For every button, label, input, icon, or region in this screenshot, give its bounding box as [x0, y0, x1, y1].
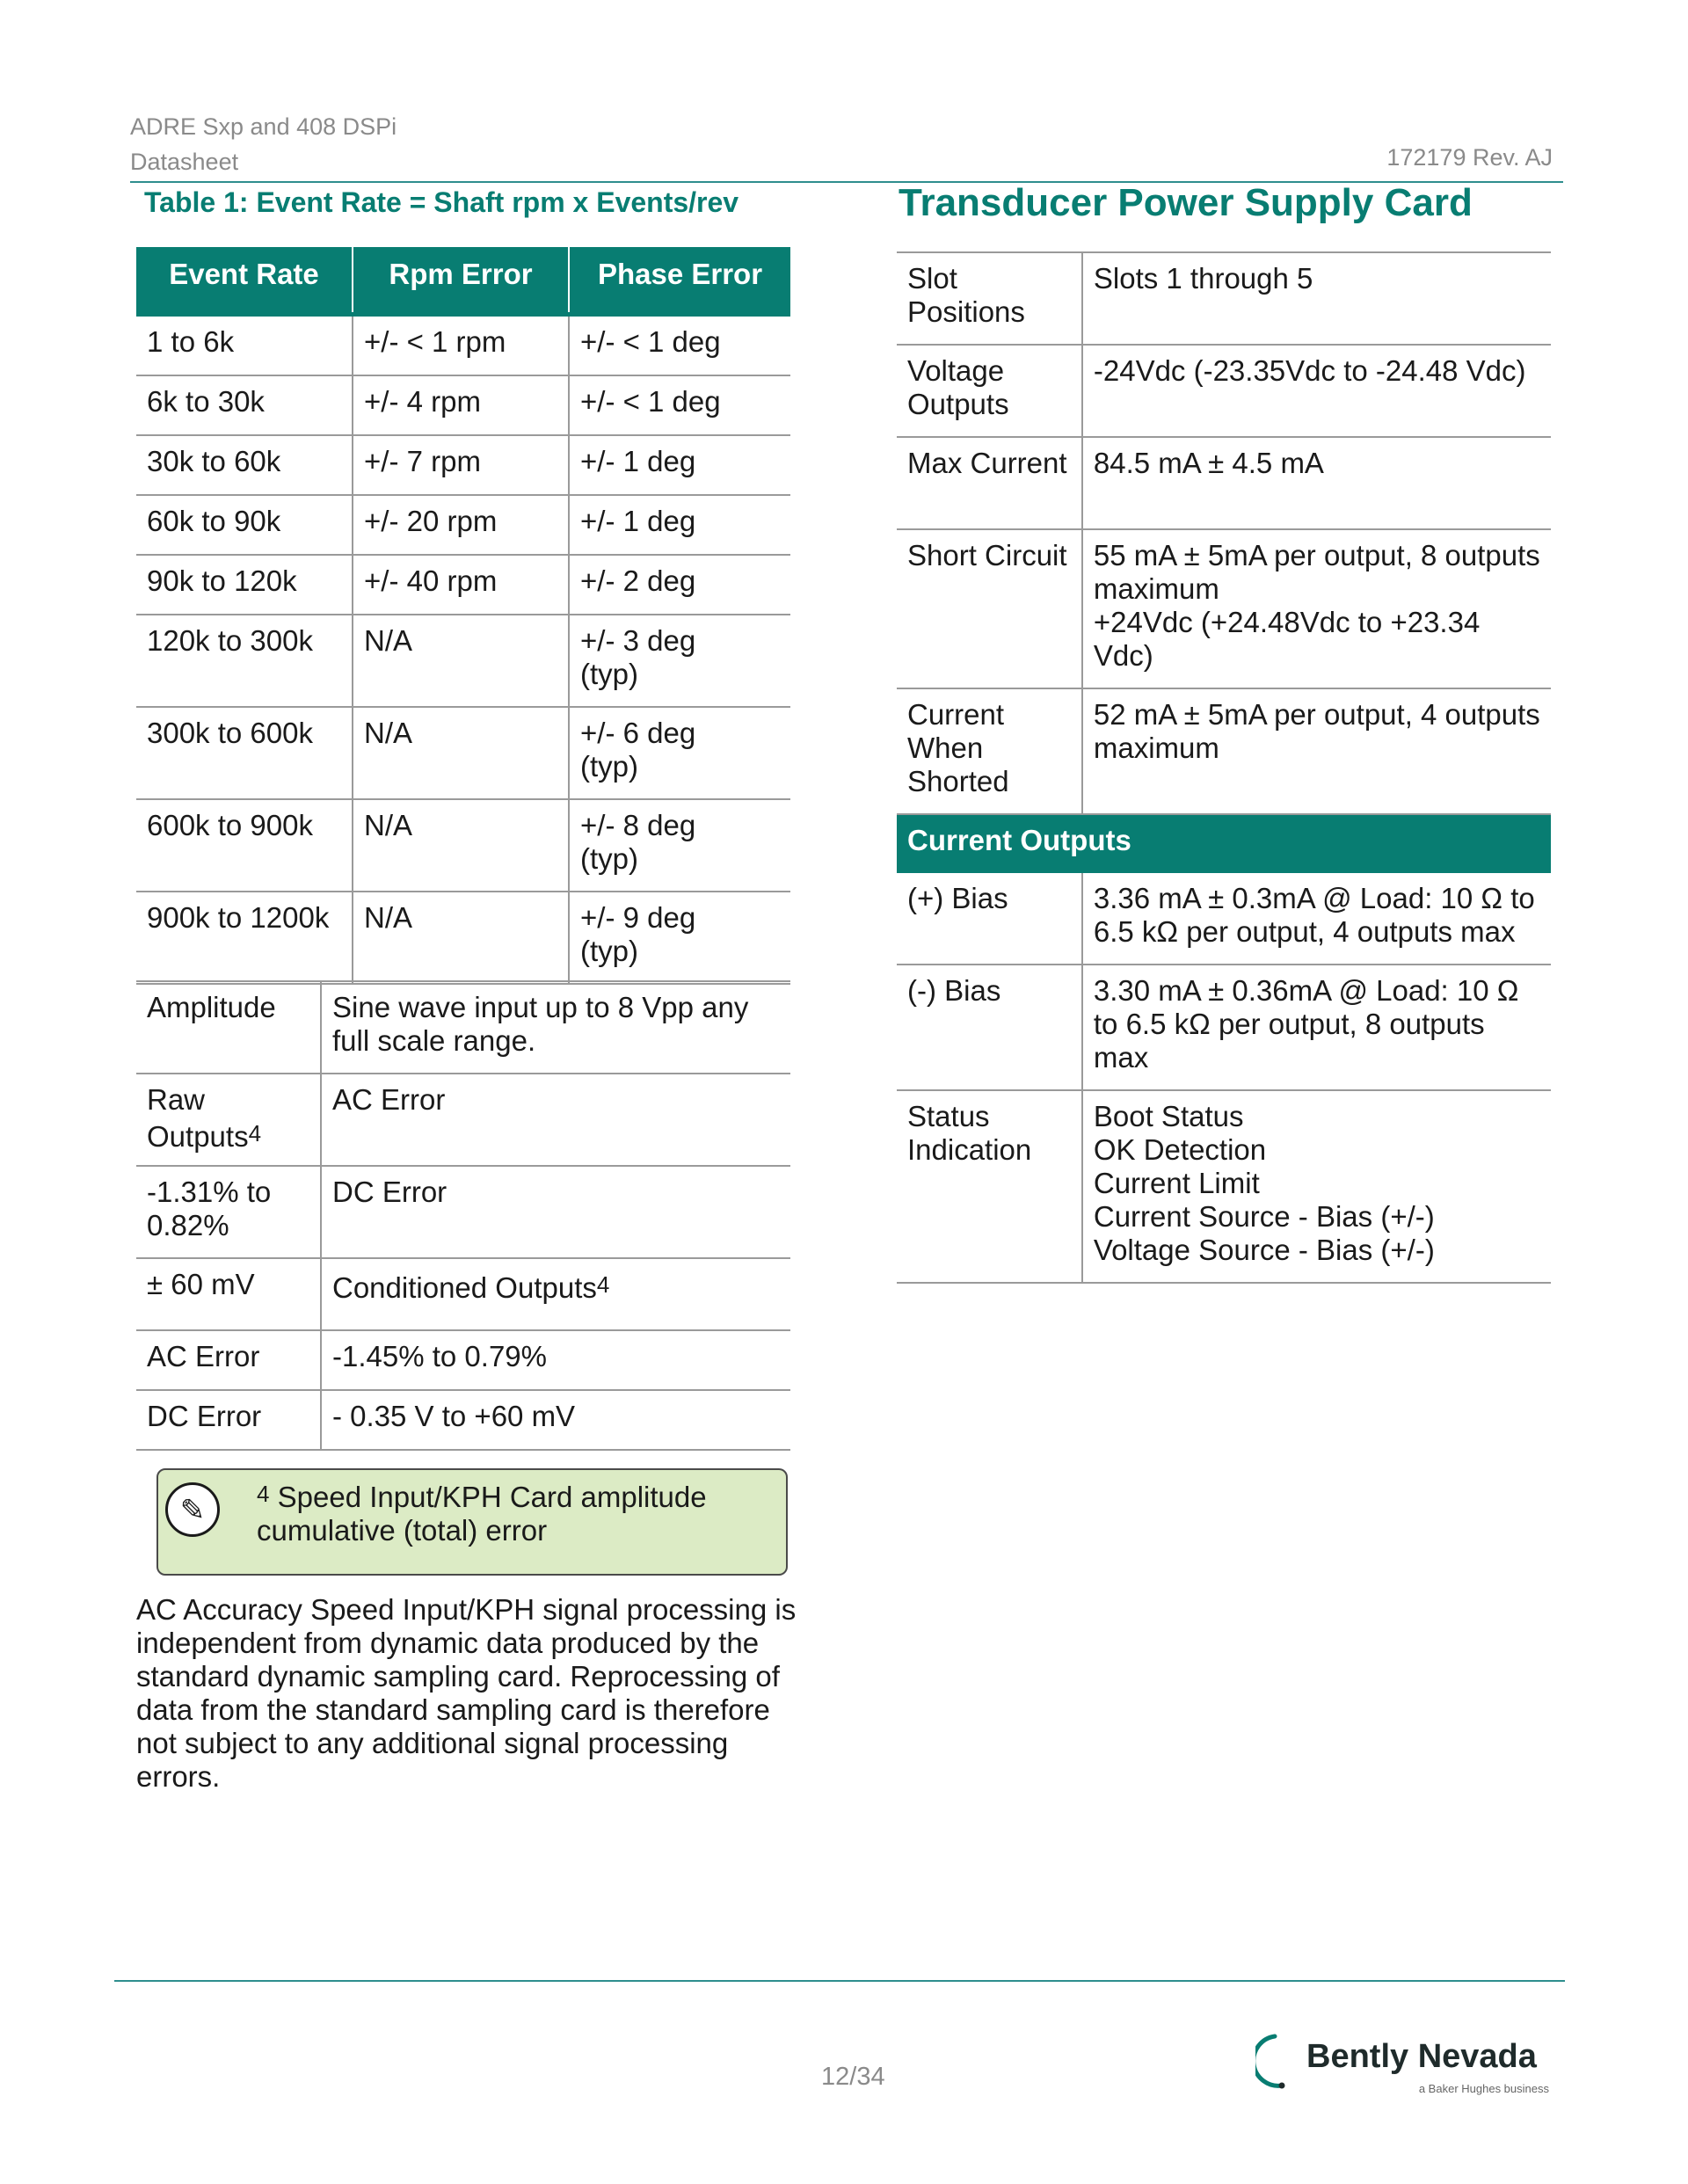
table-cell: DC Error — [136, 1390, 321, 1450]
table-cell: 52 mA ± 5mA per output, 4 outputs maximum — [1082, 688, 1551, 814]
table-cell: (-) Bias — [897, 965, 1082, 1090]
table-row — [136, 1258, 790, 1330]
table-cell: 3.36 mA ± 0.3mA @ Load: 10 Ω to 6.5 kΩ per output, 4 outputs max — [1082, 873, 1551, 965]
table-header-row — [136, 247, 790, 315]
header-doc-title — [130, 109, 397, 179]
table-cell: Short Circuit — [897, 529, 1082, 688]
table-cell: 84.5 mA ± 4.5 mA — [1082, 437, 1551, 529]
table-row — [897, 529, 1551, 688]
column-header: Rpm Error — [353, 247, 569, 315]
table-cell: N/A — [353, 799, 569, 892]
table-cell: ± 60 mV — [136, 1258, 321, 1330]
table-cell: N/A — [353, 707, 569, 799]
table-row — [136, 375, 790, 435]
table-row — [136, 981, 790, 1074]
table1-caption: Table 1: Event Rate = Shaft rpm x Events/rev — [144, 186, 739, 218]
table-cell: +/- 9 deg (typ) — [569, 892, 790, 984]
table-cell: Slot Positions — [897, 252, 1082, 345]
table-row — [136, 1166, 790, 1258]
table-row — [136, 315, 790, 376]
table-cell: 900k to 1200k — [136, 892, 353, 984]
section-title: Transducer Power Supply Card — [899, 181, 1473, 224]
table-row — [136, 799, 790, 892]
amplitude-table — [136, 980, 790, 1451]
table-row — [897, 437, 1551, 529]
table-cell: Boot Status OK Detection Current Limit Current Source - Bias (+/-) Voltage Source - Bias (+/-) — [1082, 1090, 1551, 1283]
header-doctype: Datasheet — [130, 149, 239, 175]
table-cell: 55 mA ± 5mA per output, 8 outputs maximum +24Vdc (+24.48Vdc to +23.34 Vdc) — [1082, 529, 1551, 688]
table-cell: +/- 8 deg (typ) — [569, 799, 790, 892]
table-row — [136, 892, 790, 984]
table-cell: AC Error — [136, 1330, 321, 1390]
header-product: ADRE Sxp and 408 DSPi — [130, 113, 397, 140]
page-number: 12/34 — [821, 2063, 885, 2091]
body-paragraph: AC Accuracy Speed Input/KPH signal processing is independent from dynamic data produced by the standard dynamic sampling card. Reprocessing of data from the standard sampling card is therefore not subject to any additional signal processing errors. — [136, 1593, 797, 1793]
table-cell: Current When Shorted — [897, 688, 1082, 814]
table-cell: 1 to 6k — [136, 315, 353, 376]
table-cell: - 0.35 V to +60 mV — [321, 1390, 790, 1450]
table-cell: +/- 4 rpm — [353, 375, 569, 435]
column-header: Phase Error — [569, 247, 790, 315]
table-row — [897, 965, 1551, 1090]
table-cell: 90k to 120k — [136, 555, 353, 615]
table-cell: Slots 1 through 5 — [1082, 252, 1551, 345]
table-cell: -1.45% to 0.79% — [321, 1330, 790, 1390]
table-cell: 6k to 30k — [136, 375, 353, 435]
table-cell: N/A — [353, 892, 569, 984]
table-cell: +/- 6 deg (typ) — [569, 707, 790, 799]
table-cell: +/- 3 deg (typ) — [569, 615, 790, 707]
table-row — [897, 688, 1551, 814]
table-cell: -1.31% to 0.82% — [136, 1166, 321, 1258]
footnote-ref: 4 — [248, 1120, 262, 1147]
table-row — [897, 252, 1551, 345]
table-cell: N/A — [353, 615, 569, 707]
table-row — [136, 1330, 790, 1390]
table-cell: 3.30 mA ± 0.36mA @ Load: 10 Ω to 6.5 kΩ per output, 8 outputs max — [1082, 965, 1551, 1090]
table-cell: 600k to 900k — [136, 799, 353, 892]
table-row — [136, 1074, 790, 1166]
table-row — [136, 615, 790, 707]
table-cell: Amplitude — [136, 981, 321, 1074]
table-cell: 300k to 600k — [136, 707, 353, 799]
subheader-cell: Current Outputs — [897, 814, 1551, 873]
logo-mark-icon — [1255, 2031, 1298, 2091]
power-supply-table — [897, 251, 1551, 1284]
table-row — [136, 495, 790, 555]
cell-text: Conditioned Outputs — [332, 1271, 597, 1304]
table-cell: Max Current — [897, 437, 1082, 529]
table-cell — [321, 1258, 790, 1330]
table-subheader — [897, 814, 1551, 873]
table-row — [136, 435, 790, 495]
table-row — [136, 707, 790, 799]
table-cell — [136, 1074, 321, 1166]
header-doc-number: 172179 Rev. AJ — [1386, 144, 1553, 171]
note-callout — [156, 1468, 788, 1576]
table-cell: +/- 2 deg — [569, 555, 790, 615]
table-row — [136, 555, 790, 615]
table-cell: (+) Bias — [897, 873, 1082, 965]
table-cell: -24Vdc (-23.35Vdc to -24.48 Vdc) — [1082, 345, 1551, 437]
table-cell: +/- 1 deg — [569, 435, 790, 495]
table-cell: DC Error — [321, 1166, 790, 1258]
note-body: Speed Input/KPH Card amplitude cumulative (total) error — [257, 1481, 707, 1547]
footnote-number: 4 — [257, 1481, 270, 1507]
table-row — [897, 345, 1551, 437]
table-cell: +/- < 1 rpm — [353, 315, 569, 376]
table-cell: +/- 40 rpm — [353, 555, 569, 615]
table-cell: AC Error — [321, 1074, 790, 1166]
logo-tagline: a Baker Hughes business — [1418, 2082, 1549, 2095]
table-cell: +/- 20 rpm — [353, 495, 569, 555]
column-header: Event Rate — [136, 247, 353, 315]
table-cell: 30k to 60k — [136, 435, 353, 495]
table-cell: +/- 1 deg — [569, 495, 790, 555]
table-cell: Status Indication — [897, 1090, 1082, 1283]
pencil-icon: ✎ — [165, 1482, 220, 1537]
event-rate-table — [136, 247, 790, 985]
table-row — [897, 873, 1551, 965]
table-row — [136, 1390, 790, 1450]
note-text — [257, 1477, 768, 1547]
footer-divider — [114, 1980, 1565, 1982]
footnote-ref: 4 — [596, 1271, 610, 1298]
table-cell: Sine wave input up to 8 Vpp any full scale range. — [321, 981, 790, 1074]
table-cell: +/- < 1 deg — [569, 375, 790, 435]
table-cell: 120k to 300k — [136, 615, 353, 707]
bently-nevada-logo — [1250, 2029, 1549, 2103]
table-row — [897, 1090, 1551, 1283]
table-cell: Voltage Outputs — [897, 345, 1082, 437]
cell-text: Raw Outputs — [147, 1083, 249, 1153]
table-cell: 60k to 90k — [136, 495, 353, 555]
logo-name: Bently Nevada — [1306, 2038, 1537, 2075]
table-cell: +/- < 1 deg — [569, 315, 790, 376]
table-cell: +/- 7 rpm — [353, 435, 569, 495]
